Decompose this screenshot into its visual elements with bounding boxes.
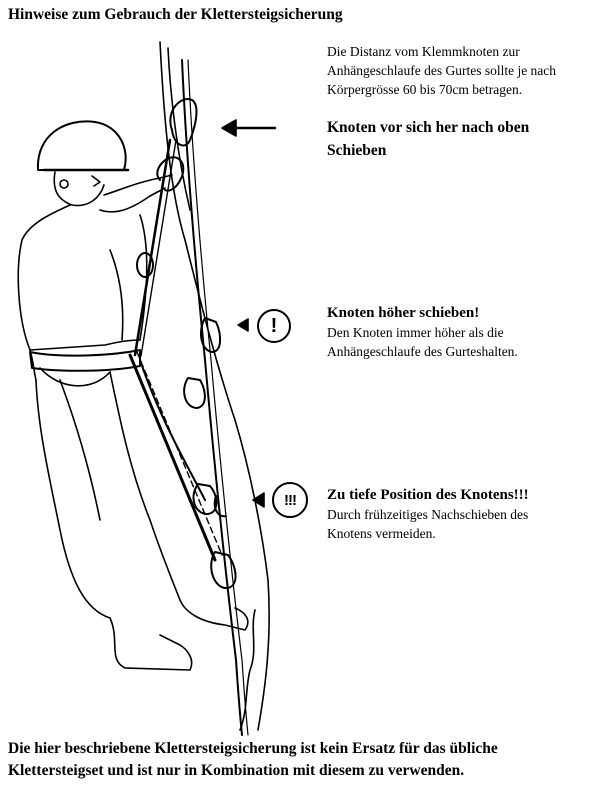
climber-body [18,175,248,670]
pointer-triangle-icon [238,319,248,331]
intro-line-1: Die Distanz vom Klemmknoten zur [327,44,520,59]
footer-disclaimer [8,738,598,782]
page-title: Hinweise zum Gebrauch der Klettersteigsicherung [8,6,343,23]
note3-line-2: Knotens vermeiden. [327,526,436,541]
intro-line-3: Körpergrösse 60 bis 70cm betragen. [327,82,523,97]
warning-triple-icon: !!! [272,482,308,518]
note2-line-2: Anhängeschlaufe des Gurteshalten. [327,344,518,359]
note3-heading: Zu tiefe Position des Knotens!!! [327,487,529,503]
note1-line-2: Schieben [327,142,387,159]
intro-text [327,42,592,99]
fixed-rope [182,60,242,735]
climber-head [38,121,128,205]
note1-line-1: Knoten vor sich her nach oben [327,119,530,136]
footer-line-1: Die hier beschriebene Klettersteigsicherung ist kein Ersatz für das übliche [8,740,498,757]
note2-heading: Knoten höher schieben! [327,305,480,321]
footer-line-2: Klettersteigset und ist nur in Kombination mit diesem zu verwenden. [8,762,465,779]
warning-single-icon: ! [257,309,291,343]
note-push-knot [327,116,529,162]
arrow-left-icon [222,120,275,136]
note3-line-1: Durch frühzeitiges Nachschieben des [327,507,529,522]
intro-line-2: Anhängeschlaufe des Gurtes sollte je nach [327,63,557,78]
note-push-higher [327,303,592,361]
note2-line-1: Den Knoten immer höher als die [327,325,504,340]
note-too-low [327,485,597,543]
